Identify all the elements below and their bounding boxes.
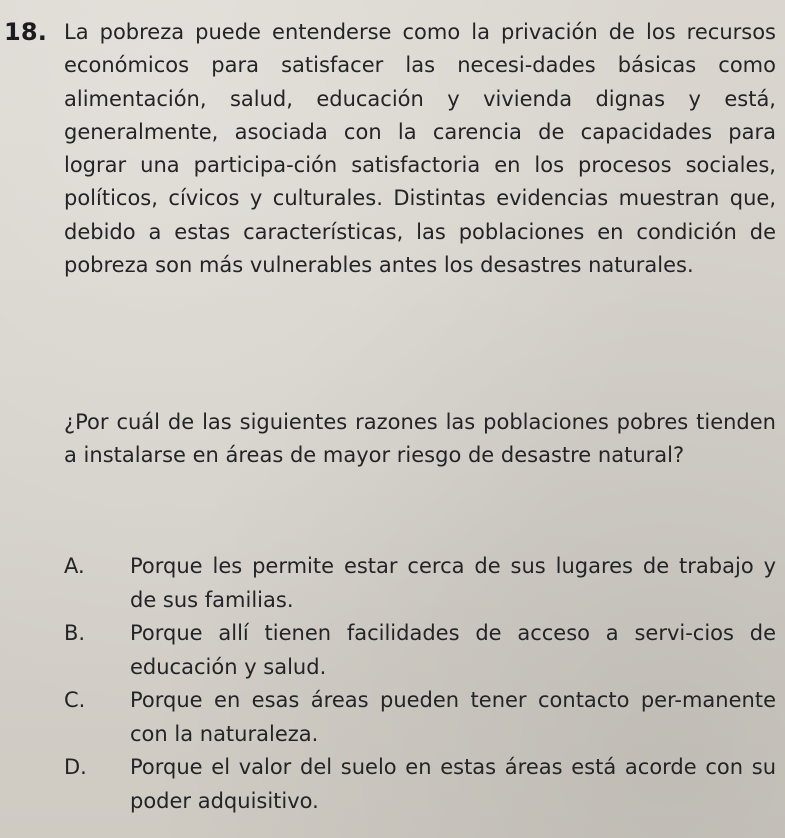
passage-block (64, 16, 776, 282)
passage-text: La pobreza puede entenderse como la privación de los recursos económicos para satisfacer las necesi-dades básicas como alimentación, salud, educación y vivienda dignas y está, generalmente, asociada con la carencia de capacidades para lograr una participa-ción satisfactoria en los procesos sociales, políticos, cívicos y culturales. Distintas evidencias muestran que, debido a estas características, las poblaciones en condición de pobreza son más vulnerables antes los desastres naturales. (64, 20, 776, 278)
option-a[interactable] (64, 550, 776, 617)
option-b-letter: B. (64, 621, 86, 645)
question-number: 18. (4, 18, 48, 46)
question-block (64, 406, 776, 473)
option-d-text: Porque el valor del suelo en estas áreas está acorde con su poder adquisitivo. (130, 755, 776, 813)
option-c-text: Porque en esas áreas pueden tener contacto per-manente con la naturaleza. (130, 688, 776, 746)
option-c-letter: C. (64, 688, 86, 712)
option-a-text: Porque les permite estar cerca de sus lugares de trabajo y de sus familias. (130, 554, 776, 612)
option-d-letter: D. (64, 755, 87, 779)
option-b[interactable] (64, 617, 776, 684)
option-d[interactable] (64, 751, 776, 818)
question-text: ¿Por cuál de las siguientes razones las poblaciones pobres tienden a instalarse en áreas de mayor riesgo de desastre natural? (64, 410, 776, 468)
option-b-text: Porque allí tienen facilidades de acceso a servi-cios de educación y salud. (130, 621, 776, 679)
option-a-letter: A. (64, 554, 85, 578)
option-c[interactable] (64, 684, 776, 751)
